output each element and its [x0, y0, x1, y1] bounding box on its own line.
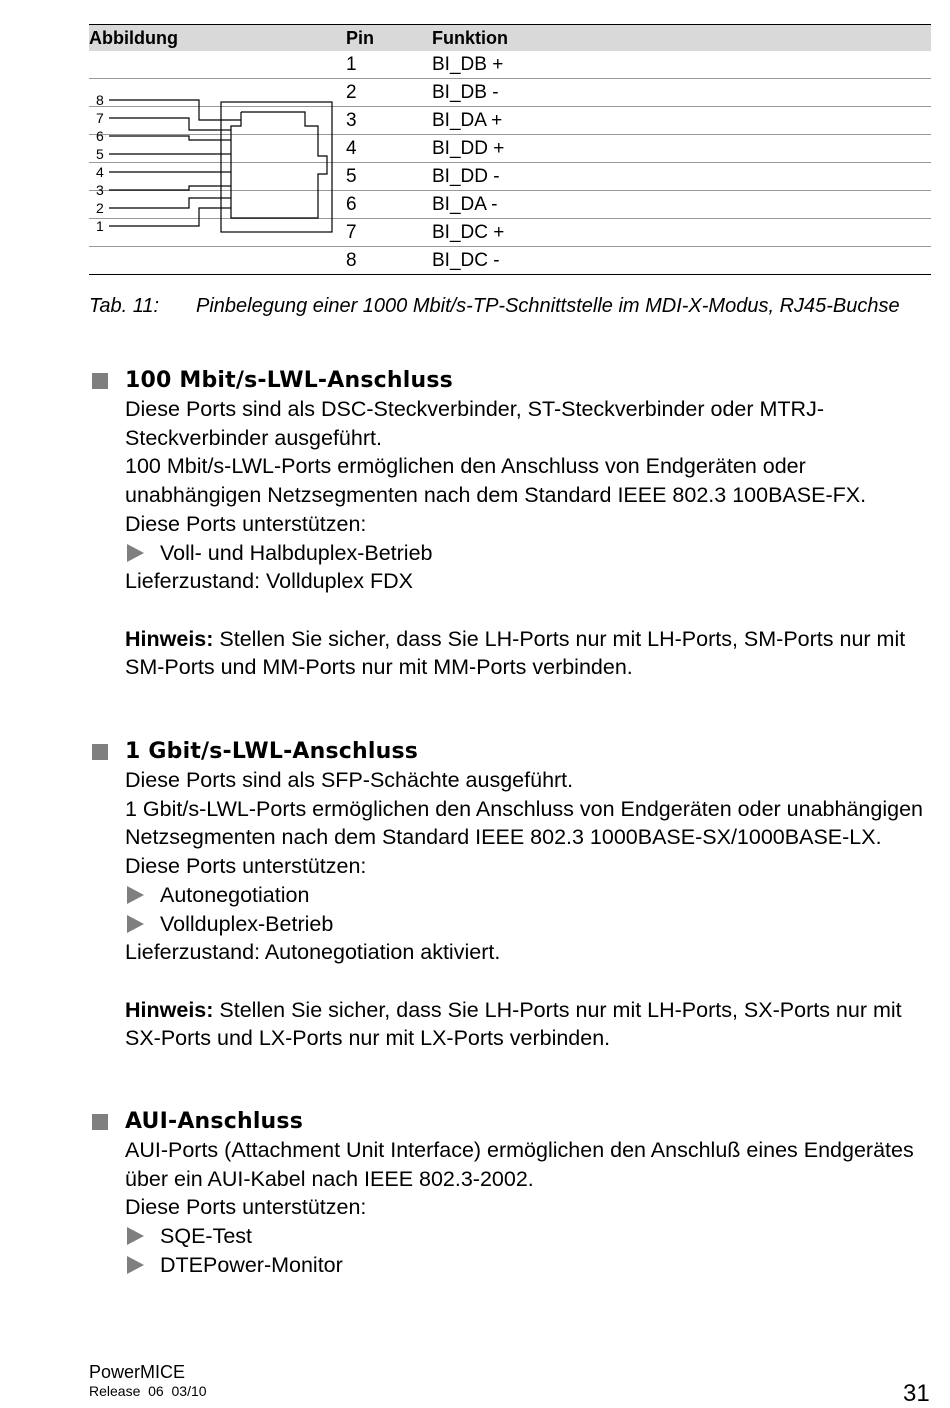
pin-number: 1 [346, 54, 357, 75]
note-text: Stellen Sie sicher, dass Sie LH-Ports nur mit LH-Ports, SM-Ports nur mit SM-Ports und MM-Ports nur mit MM-Ports verbinden. [125, 626, 906, 680]
note-label: Hinweis: [125, 997, 214, 1022]
page-footer [89, 1362, 207, 1400]
pin-labels [96, 92, 104, 234]
rj45-socket-diagram [89, 50, 339, 240]
paragraph: Diese Ports unterstützen: [125, 511, 367, 536]
default-setting: Lieferzustand: Autonegotiation aktiviert. [125, 940, 501, 965]
paragraph: Diese Ports unterstützen: [125, 854, 367, 879]
pin-function: BI_DA + [432, 110, 503, 131]
note [125, 625, 935, 682]
header-function: Funktion [432, 28, 508, 48]
table-row [89, 247, 931, 275]
pin-label: 5 [96, 146, 104, 162]
pin-number: 3 [346, 110, 357, 131]
paragraph: Diese Ports sind als DSC-Steckverbinder, ST-Steckverbinder oder MTRJ-Steckverbinder ausgeführt. [125, 397, 824, 450]
pin-label: 6 [96, 128, 104, 144]
pin-number: 2 [346, 82, 357, 103]
section-heading: 100 Mbit/s-LWL-Anschluss [125, 368, 453, 393]
note-text: Stellen Sie sicher, dass Sie LH-Ports nur mit LH-Ports, SX-Ports nur mit SX-Ports und LX-Ports nur mit LX-Ports verbinden. [125, 997, 902, 1051]
pin-number: 4 [346, 138, 357, 159]
pin-label: 7 [96, 110, 104, 126]
section-heading: 1 Gbit/s-LWL-Anschluss [125, 739, 419, 764]
pin-assignment-table [89, 24, 931, 275]
release-info: Release 06 03/10 [89, 1383, 207, 1399]
pin-function: BI_DD + [432, 138, 505, 159]
paragraph: 1 Gbit/s-LWL-Ports ermöglichen den Anschluss von Endgeräten oder unabhängigen Netzsegmenten nach dem Standard IEEE 802.3 1000BASE-SX/1000BASE-LX. [125, 796, 923, 850]
pin-number: 7 [346, 222, 357, 243]
section-body [125, 395, 935, 682]
arrow-bullet-item: Vollduplex-Betrieb [125, 910, 935, 939]
paragraph: Diese Ports unterstützen: [125, 1195, 367, 1220]
square-bullet-icon [92, 744, 108, 760]
square-bullet-icon [92, 1114, 108, 1130]
caption-label: Tab. 11: [89, 295, 160, 317]
page-number: 31 [903, 1380, 930, 1407]
caption-text: Pinbelegung einer 1000 Mbit/s-TP-Schnittstelle im MDI-X-Modus, RJ45-Buchse [196, 295, 900, 317]
note [125, 996, 935, 1053]
section-body [125, 1136, 935, 1280]
header-figure: Abbildung [89, 28, 178, 48]
pin-label: 3 [96, 182, 104, 198]
pin-label: 8 [96, 92, 104, 108]
note-label: Hinweis: [125, 626, 214, 651]
pin-number: 8 [346, 250, 357, 271]
pin-function: BI_DB - [432, 82, 499, 103]
pin-function: BI_DA - [432, 194, 498, 215]
pin-function: BI_DD - [432, 166, 500, 187]
arrow-bullet-item: SQE-Test [125, 1222, 935, 1251]
pin-label: 4 [96, 164, 104, 180]
pin-label: 2 [96, 200, 104, 216]
pin-function: BI_DC + [432, 222, 505, 243]
section-body [125, 766, 935, 1053]
arrow-bullet-item: Autonegotiation [125, 881, 935, 910]
pin-number: 5 [346, 166, 357, 187]
square-bullet-icon [92, 373, 108, 389]
pin-function: BI_DB + [432, 54, 504, 75]
pin-label: 1 [96, 218, 104, 234]
pin-number: 6 [346, 194, 357, 215]
paragraph: 100 Mbit/s-LWL-Ports ermöglichen den Anschluss von Endgeräten oder unabhängigen Netzsegmenten nach dem Standard IEEE 802.3 100BASE-FX. [125, 454, 867, 508]
section-heading: AUI-Anschluss [125, 1109, 304, 1134]
default-setting: Lieferzustand: Vollduplex FDX [125, 569, 414, 594]
paragraph: AUI-Ports (Attachment Unit Interface) ermöglichen den Anschluß eines Endgerätes über ein AUI-Kabel nach IEEE 802.3-2002. [125, 1138, 914, 1191]
product-name: PowerMICE [89, 1362, 186, 1382]
table-header [89, 24, 931, 51]
pin-function: BI_DC - [432, 250, 500, 271]
header-pin: Pin [346, 28, 375, 48]
arrow-bullet-item: DTEPower-Monitor [125, 1251, 935, 1280]
paragraph: Diese Ports sind als SFP-Schächte ausgeführt. [125, 768, 574, 792]
arrow-bullet-item: Voll- und Halbduplex-Betrieb [125, 539, 935, 568]
